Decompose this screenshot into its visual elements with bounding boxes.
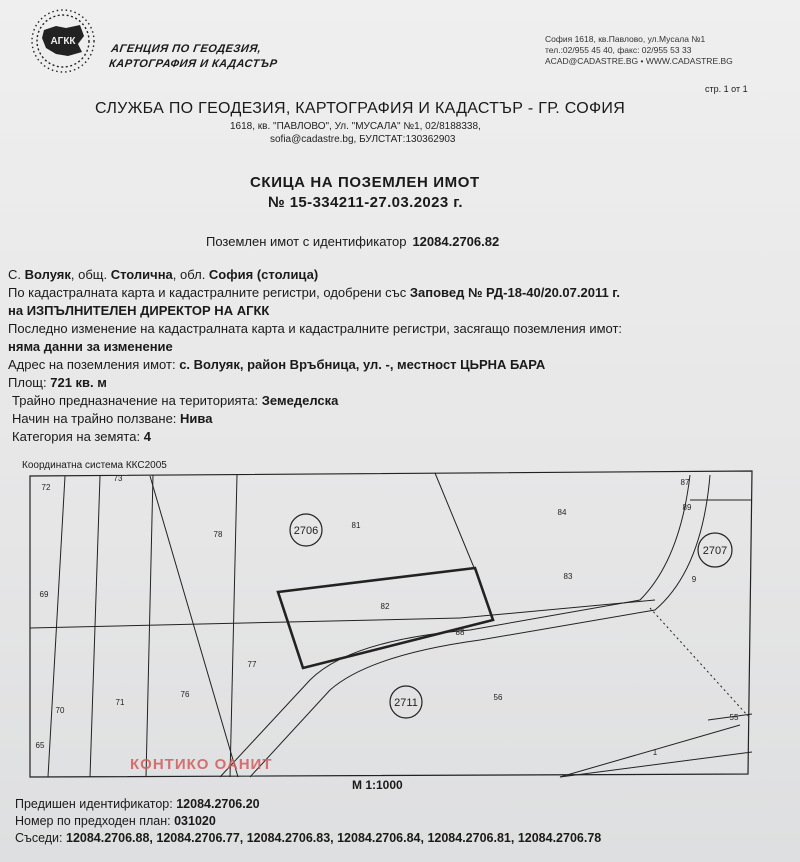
parcel-label: 84 xyxy=(557,508,567,517)
purpose-label: Трайно предназначение на територията: xyxy=(12,393,262,408)
neighbors-label: Съседи: xyxy=(15,831,66,845)
parcel-label: 87 xyxy=(680,478,690,487)
parcel-line xyxy=(48,476,65,777)
parcel-label: 55 xyxy=(729,713,739,722)
parcel-label: 88 xyxy=(455,628,465,637)
parcel-label: 69 xyxy=(39,590,49,599)
location-prefix: С. xyxy=(8,267,25,282)
parcel-label: 81 xyxy=(351,521,361,530)
document-number: № 15-334211-27.03.2023 г. xyxy=(268,194,463,211)
prev-plan-label: Номер по предходен план: xyxy=(15,814,175,828)
purpose-value: Земеделска xyxy=(261,393,339,408)
identifier-label: Поземлен имот с идентификатор xyxy=(206,234,407,249)
parcel-label: 70 xyxy=(55,706,65,715)
area-value: 721 кв. м xyxy=(50,375,107,390)
prev-id-value: 12084.2706.20 xyxy=(176,797,260,811)
zone-label-2711: 2711 xyxy=(394,697,418,709)
parcel-label: 1 xyxy=(652,748,658,757)
parcel-label: 76 xyxy=(180,690,190,699)
location-village: Волуяк xyxy=(24,267,71,282)
location-mid2: , обл. xyxy=(172,267,209,282)
identifier-value: 12084.2706.82 xyxy=(412,234,500,249)
coordinate-system: Координатна система ККС2005 xyxy=(22,460,167,471)
parcel-label: 82 xyxy=(380,602,390,611)
contact-phone: тел.:02/955 45 40, факс: 02/955 53 33 xyxy=(545,45,692,55)
parcel-label: 56 xyxy=(493,693,503,702)
neighbors-line xyxy=(15,830,601,847)
parcel-label: 65 xyxy=(35,741,45,750)
usage-label: Начин на трайно ползване: xyxy=(12,411,181,426)
agency-line-2: КАРТОГРАФИЯ И КАДАСТЪР xyxy=(108,58,279,70)
dashed-boundary xyxy=(650,608,748,716)
last-change-value: няма данни за изменение xyxy=(8,339,173,354)
address-value: с. Волуяк, район Връбница, ул. -, местност ЦЬРНА БАРА xyxy=(179,357,546,372)
service-email-line: sofia@cadastre.bg, БУЛСТАТ:130362903 xyxy=(270,134,456,145)
prev-id-line xyxy=(15,796,601,813)
parcel-label: 77 xyxy=(247,660,257,669)
location-municipality: Столична xyxy=(110,267,173,282)
parcel-label: 78 xyxy=(213,530,223,539)
prev-plan-value: 031020 xyxy=(174,814,216,828)
prev-id-label: Предишен идентификатор: xyxy=(15,797,177,811)
parcel-label: 89 xyxy=(682,503,692,512)
prev-plan-line xyxy=(15,813,601,830)
map-frame xyxy=(30,471,752,777)
parcel-label: 83 xyxy=(563,572,573,581)
location-mid: , общ. xyxy=(70,267,111,282)
parcel-label: 9 xyxy=(691,575,697,584)
parcel-label: 72 xyxy=(41,483,51,492)
zone-label-2706: 2706 xyxy=(293,525,319,537)
agency-line-1: АГЕНЦИЯ ПО ГЕОДЕЗИЯ, xyxy=(110,43,263,55)
contact-address: София 1618, кв.Павлово, ул.Мусала №1 xyxy=(545,34,706,44)
contact-web: ACAD@CADASTRE.BG • WWW.CADASTRE.BG xyxy=(545,56,733,66)
map-scale: М 1:1000 xyxy=(352,778,403,792)
service-address-line: 1618, кв. "ПАВЛОВО", Ул. "МУСАЛА" №1, 02/8188338, xyxy=(230,121,481,132)
page-number: стр. 1 от 1 xyxy=(705,84,748,94)
logo-text: АГКК xyxy=(50,36,76,47)
usage-value: Нива xyxy=(180,411,213,426)
zone-label-2707: 2707 xyxy=(702,545,728,557)
parcel-line xyxy=(150,476,238,777)
address-label: Адрес на поземления имот: xyxy=(8,357,180,372)
neighbors-value: 12084.2706.88, 12084.2706.77, 12084.2706.83, 12084.2706.84, 12084.2706.81, 12084.2706.78 xyxy=(66,831,602,845)
parcel-label: 71 xyxy=(115,698,125,707)
parcel-line xyxy=(230,475,237,777)
document-title: СКИЦА НА ПОЗЕМЛЕН ИМОТ xyxy=(250,174,480,191)
location-region: София (столица) xyxy=(208,267,319,282)
parcel-line xyxy=(146,475,153,777)
footer-info xyxy=(15,796,601,847)
watermark-stamp: КОНТИКО ОАНИТ xyxy=(130,756,273,773)
category-label: Категория на земята: xyxy=(12,429,144,444)
parcel-line xyxy=(435,473,475,570)
approved-text: По кадастралната карта и кадастралните регистри, одобрени със xyxy=(8,285,410,300)
parcel-line xyxy=(30,618,460,628)
last-change-label: Последно изменение на кадастралната карта и кадастралните регистри, засягащо поземления имот: xyxy=(8,321,623,336)
parcel-label: 73 xyxy=(113,474,123,483)
area-label: Площ: xyxy=(8,375,51,390)
approved-by: на ИЗПЪЛНИТЕЛЕН ДИРЕКТОР НА АГКК xyxy=(8,303,270,318)
service-name: СЛУЖБА ПО ГЕОДЕЗИЯ, КАРТОГРАФИЯ И КАДАСТЪР - ГР. СОФИЯ xyxy=(95,100,626,117)
approved-order: Заповед № РД-18-40/20.07.2011 г. xyxy=(409,285,621,300)
category-value: 4 xyxy=(143,429,151,444)
parcel-line xyxy=(560,725,740,777)
